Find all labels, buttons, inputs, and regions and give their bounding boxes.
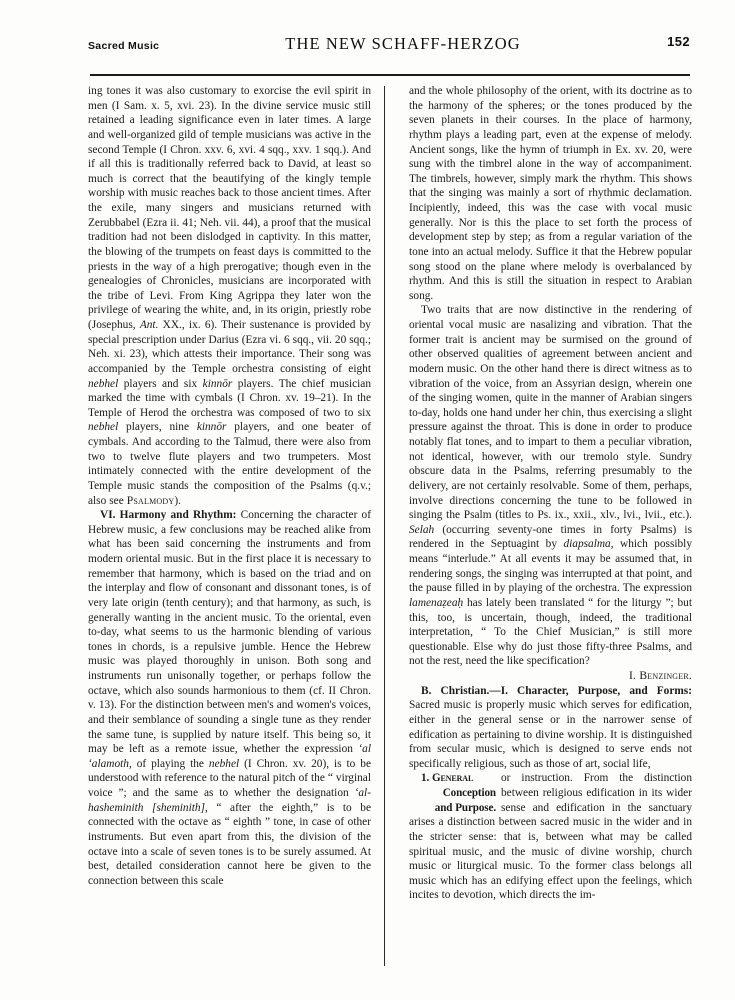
page-number: 152 [667, 34, 690, 49]
term-al-hasheminith: ‘al-hasheminith [sheminith] [88, 787, 371, 814]
author-byline: I. Benzinger. [628, 669, 692, 682]
citation-ant: Ant. [139, 319, 159, 331]
sidenote-line-3: and Purpose. [434, 801, 496, 814]
column-divider-rule [384, 86, 385, 966]
running-head [88, 34, 690, 60]
term-kinnor-1: kinnōr [202, 377, 233, 390]
sidenote-line-2: Conception [442, 787, 496, 799]
term-selah: Selah [409, 523, 435, 536]
term-lamenazeah: lamenaẓeaḥ [409, 596, 464, 609]
term-nebhel-2: nebhel [88, 421, 119, 434]
term-kinnor-2: kinnōr [196, 421, 227, 434]
left-paragraph-2: VI. Harmony and Rhythm: Concerning the character of Hebrew music, a few conclusions may be reached alike from what has been said concerning the instruments and from modern oriental music. But in the first place it is necessary to remember that harmony, which is based on the triad and on the interplay and flow of consonant and dissonant tones, is of very late origin (tenth century); and that harmony, as such, is generally wanting in the ancient music. To the oriental, even to-day, what seems to us the harmonic blending of various tones in chords, is a repulsive jumble. Hence the Hebrew music was played thoroughly in unison. Both song and instruments run unisonally together, or perhaps follow the octave, which also sounds harmonious to them (cf. II Chron. v. 13). For the distinction between men's and women's voices, and their semblance of sounding a single tune as they render the same tune, is supplied by nature itself. This being so, it may be left as a remote issue, whether the expression ‘al ‘alamoth, of playing the nebhel (I Chron. xv. 20), is to be understood with reference to the natural pitch of the “ virginal voice ”; and the same as to whether the designation ‘al-hasheminith [sheminith], “ after the eighth,” is to be connected with the octave as “ eighth ” tone, in case of other instruments. But even apart from this, the division of the octave into a scale of seven tones is to be surely assumed. At best, detailed consideration cannot here be given to the connection between this scale [88, 509, 371, 887]
running-head-left-title: Sacred Music [88, 40, 160, 52]
right-column [409, 84, 692, 984]
section-heading-harmony-rhythm: VI. Harmony and Rhythm: [100, 509, 237, 522]
section-heading-b-christian: B. Christian.—I. Character, Purpose, and Forms: [421, 684, 692, 697]
left-paragraph-1: ing tones it was also customary to exorcise the evil spirit in men (I Sam. x. 5, xvi. 23). In the divine service music still retained a leading significance even in later times. A large and well-organized gild of temple musicians was active in the second Temple (I Chron. xxv. 6, xvi. 4 sqq., xxv. 1 sqq.). And if all this is traditionally referred back to David, at least so much is correct that the beautifying of the kingly temple worship with music reaches back to those ancient times. After the exile, many singers and musicians returned with Zerubbabel (Ezra ii. 41; Neh. vii. 44), a proof that the musical tradition had not been dislodged in captivity. In this matter, the blowing of the trumpets on feast days is committed to the priests in the way of a high prerogative; though even in the genealogies of Chronicles, musicians are incorporated with the tribe of Levi. From King Agrippa they later won the privilege of wearing the white, and, in its origin, priestly robe (Josephus, Ant. XX., ix. 6). Their sustenance is provided by special prescription under Darius (Ezra vi. 6 sqq., vii. 20 sqq.; Neh. xi. 23), which attests their importance. Their song was accompanied by the Temple orchestra consisting of eight nebhel players and six kinnōr players. The chief musician marked the time with cymbals (I Chron. xv. 19–21). In the Temple of Herod the orchestra was composed of two to six nebhel players, nine kinnōr players, and one beater of cymbals. And according to the Talmud, there were also from two to twelve flute players and two trumpeters. Most intimately connected with the entire development of the Temple music stands the composition of the Psalms (q.v.; also see Psalmody). [88, 85, 371, 507]
term-diapsalma: diapsalma [563, 538, 611, 551]
running-head-center-title: THE NEW SCHAFF-HERZOG [285, 34, 521, 53]
term-nebhel-3: nebhel [208, 757, 240, 770]
two-column-body [88, 84, 692, 984]
left-column [88, 84, 371, 984]
cross-reference-psalmody: Psalmody [126, 493, 175, 507]
term-al-alamoth: ‘al ‘alamoth, [88, 743, 371, 770]
marginal-sidenote-general-conception [409, 771, 501, 815]
term-nebhel-1: nebhel [88, 377, 119, 390]
header-divider-rule [90, 74, 690, 76]
sidenote-paragraph-block [409, 771, 692, 903]
sidenote-line-1: 1. General [421, 772, 474, 785]
right-paragraph-3: B. Christian.—I. Character, Purpose, and Forms: Sacred music is properly music which serves for edification, either in the general sense or in the narrower sense of edification as pertaining to divine worship. It is distinguished from secular music, which is designed to serve ends not specifically religious, such as those of art, social life, [409, 684, 692, 770]
right-paragraph-2: Two traits that are now distinctive in the rendering of oriental vocal music are nasalizing and vibration. That the former trait is ancient may be surmised on the ground of other observed qualities of agreement between ancient and modern music. On the other hand there is direct witness as to vibration of the voice, from an Assyrian design, wherein one of the singing women, quite in the manner of Arabian singers to-day, holds one hand under her chin, thus exercising a slight pressure against the throat. This is done in order to produce notably flat tones, and to impart to them a peculiar vibration, not identical, however, with our tremolo style. Sundry obscure data in the Psalms, referring presumably to the delivery, are not certainly resolvable. Some of them, perhaps, involve directions concerning the tune to be followed in singing the Psalm (titles to Ps. ix., xxii., xlv., lvi., lvii., etc.). Selah (occurring seventy-one times in forty Psalms) is rendered in the Septuagint by diapsalma, which possibly means “interlude.” At all events it may be assumed that, in rendering songs, the singing was interrupted at that point, and the pause filled in by playing of the orchestra. The expression lamenaẓeaḥ has lately been translated “ for the liturgy ”; but this, too, is uncertain, though, indeed, the traditional interpretation, “ To the Chief Musician,” is still more questionable. Else why do just those fifty-three Psalms, and not the rest, need the like specification? [409, 304, 692, 668]
right-paragraph-1: and the whole philosophy of the orient, with its doctrine as to the harmony of the spheres; or the tones produced by the seven planets in their courses. In the place of harmony, rhythm plays a leading part, even at the expense of melody. Ancient songs, like the hymn of triumph in Ex. xv. 20, were sung with the timbrel alone in the way of accompaniment. The timbrels, however, simply mark the rhythm. This shows that the singing was mainly a sort of rhythmic declamation. Incipiently, indeed, this was the case with vocal music generally. Nor is this the place to set forth the process of development step by step; as from a regular variation of the tone into an actual melody. Suffice it that the Hebrew popular song stood on the plane where melody is overbalanced by rhythm. And this is still the situation in respect to Arabian song. [409, 85, 692, 302]
right-paragraph-4: or instruction. From the distinction between religious edification in its wider sense and edification in the sanctuary arises a distinction between sacred music in the wider and in the stricter sense: that is, between what may be called spiritual music, and the music of divine worship, church music or liturgical music. To the former class belongs all music which has an edifying effect upon the feelings, which incites to devotion, which directs the im- [409, 772, 692, 902]
